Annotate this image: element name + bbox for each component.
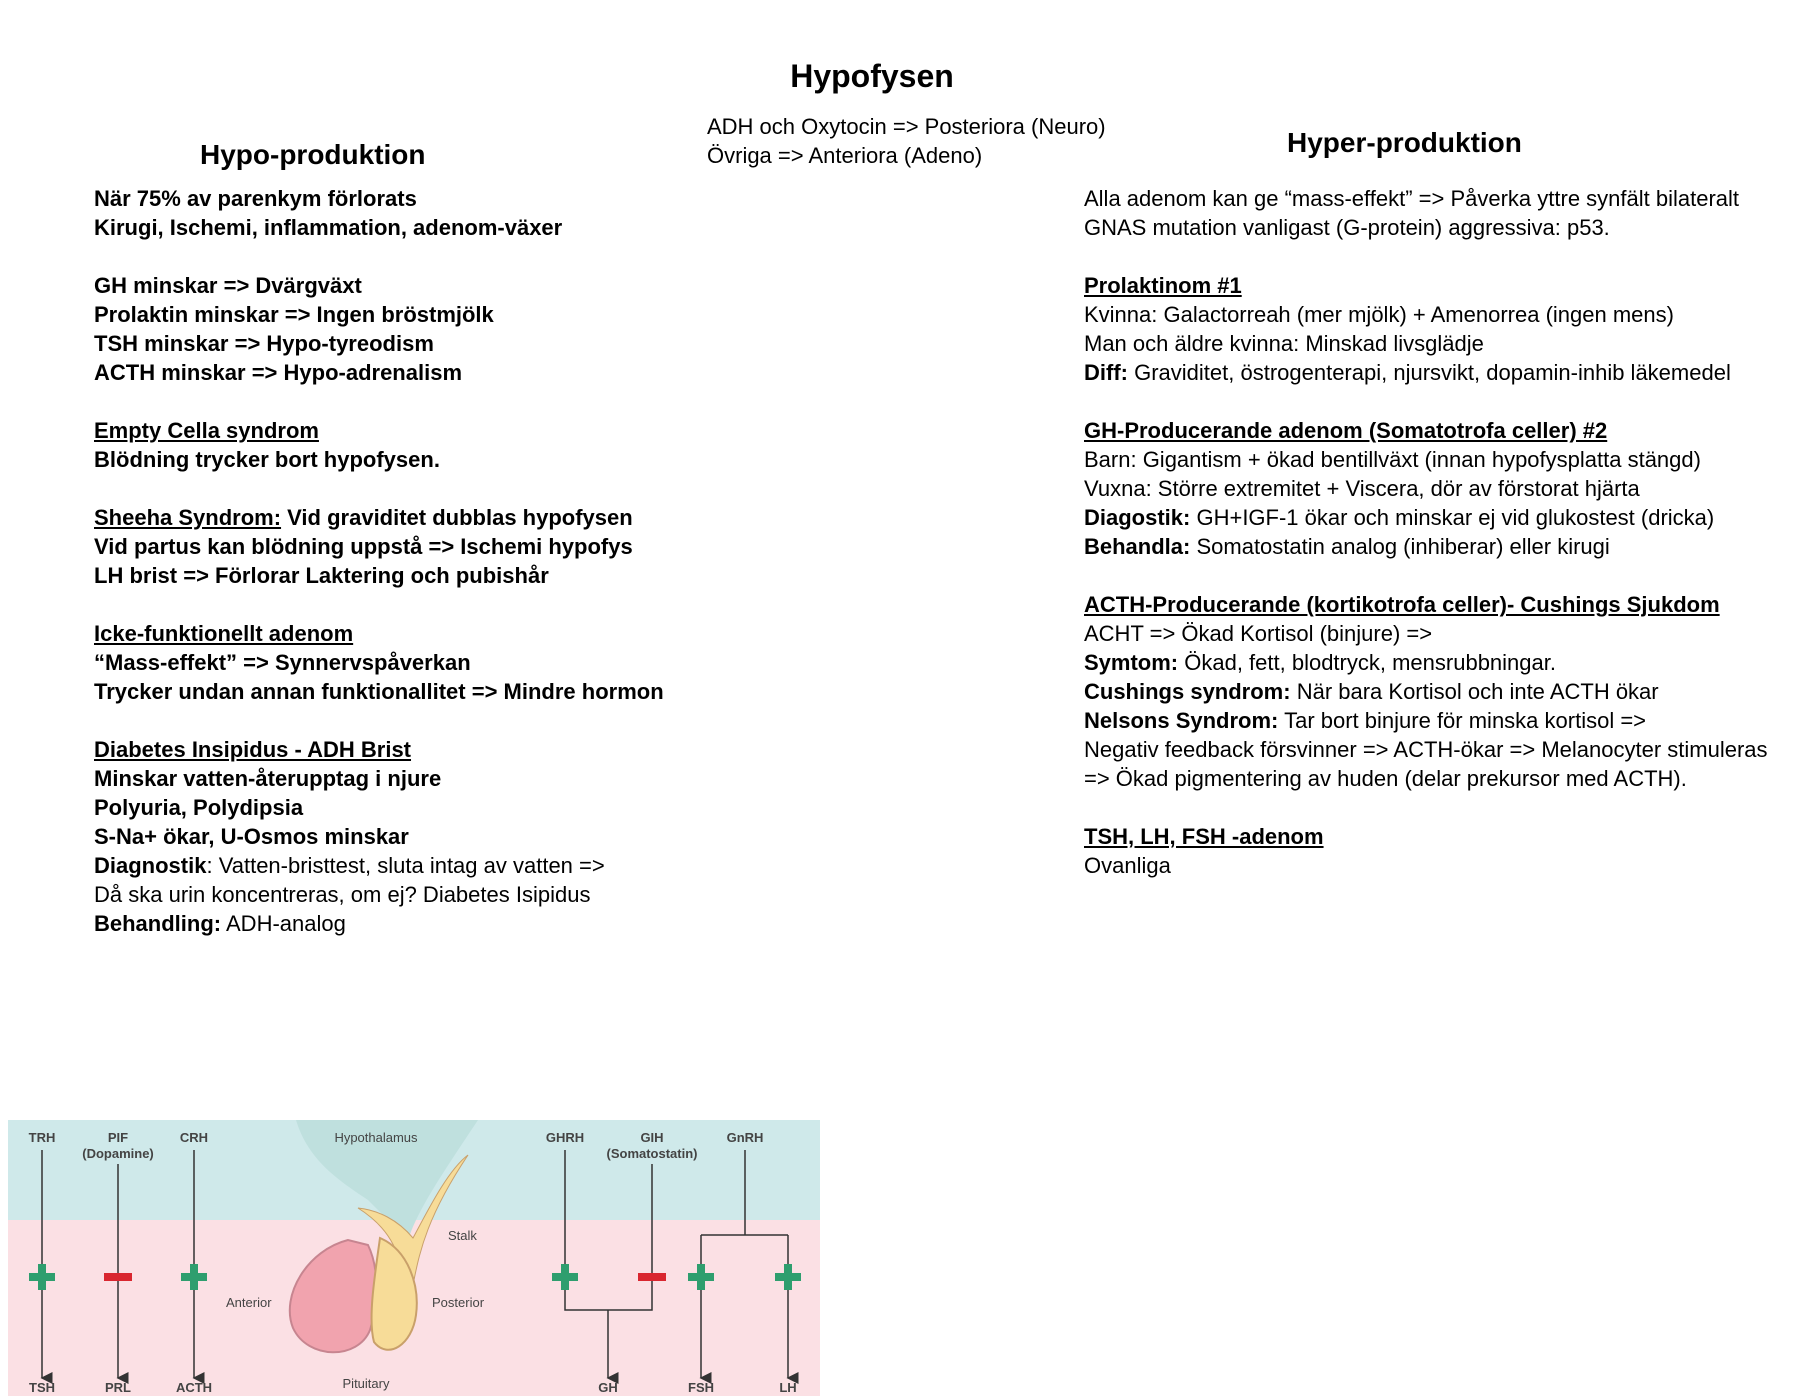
cushing-line [1084, 677, 1796, 706]
gh-line: Vuxna: Större extremitet + Viscera, dör av förstorat hjärta [1084, 476, 1640, 501]
nelson-line [1084, 706, 1796, 735]
sheeha-line [94, 503, 714, 532]
gh-beh-label: Behandla: [1084, 534, 1191, 559]
diabetes-line: Minskar vatten-återupptag i njure [94, 766, 442, 791]
inhibit-icon [104, 1273, 132, 1281]
ghrh-label: GHRH [545, 1130, 585, 1145]
nelson-label: Nelsons Syndrom: [1084, 708, 1279, 733]
prolaktinom-line: Kvinna: Galactorreah (mer mjölk) + Amenorrea (ingen mens) [1084, 302, 1674, 327]
prl-output-label: PRL [105, 1380, 131, 1395]
diagnostik-line [94, 851, 714, 880]
lh-output-label: LH [779, 1380, 797, 1395]
pif-sub-label: (Dopamine) [82, 1146, 154, 1161]
acth-output-label: ACTH [175, 1380, 213, 1395]
hyper-intro-line: Alla adenom kan ge “mass-effekt” => Påverka yttre synfält bilateralt [1084, 186, 1740, 211]
gh-diag-text: GH+IGF-1 ökar och minskar ej vid glukostest (dricka) [1190, 505, 1715, 530]
icke-heading: Icke-funktionellt adenom [94, 621, 354, 646]
acth-heading: ACTH-Producerande (kortikotrofa celler)- Cushings Sjukdom [1084, 592, 1720, 617]
gnrh-label: GnRH [726, 1130, 764, 1145]
hypothalamus-label: Hypothalamus [334, 1130, 418, 1145]
diagnostik-text: : Vatten-bristtest, sluta intag av vatten => [206, 853, 605, 878]
cushing-label: Cushings syndrom: [1084, 679, 1291, 704]
gh-output-label: GH [598, 1380, 618, 1395]
prolaktinom-line: Man och äldre kvinna: Minskad livsglädje [1084, 331, 1484, 356]
fsh-output-label: FSH [688, 1380, 714, 1395]
empty-cella-heading: Empty Cella syndrom [94, 418, 319, 443]
diff-text: Graviditet, östrogenterapi, njursvikt, dopamin-inhib läkemedel [1127, 360, 1731, 385]
diagnostik-label: Diagnostik [94, 853, 207, 878]
tsh-heading: TSH, LH, FSH -adenom [1084, 824, 1324, 849]
diff-label: Diff: [1084, 360, 1128, 385]
icke-line: “Mass-effekt” => Synnervspåverkan [94, 650, 471, 675]
tsh-output-label: TSH [29, 1380, 55, 1395]
prolaktinom-heading: Prolaktinom #1 [1084, 273, 1242, 298]
behandling-text: ADH-analog [221, 911, 346, 936]
diff-line [1084, 358, 1796, 387]
gh-beh-text: Somatostatin analog (inhiberar) eller kirugi [1190, 534, 1610, 559]
diabetes-heading: Diabetes Insipidus - ADH Brist [94, 737, 412, 762]
behandling-line [94, 909, 714, 938]
gh-heading: GH-Producerande adenom (Somatotrofa celler) #2 [1084, 418, 1608, 443]
gh-beh-line [1084, 532, 1796, 561]
page-title: Hypofysen [790, 58, 954, 94]
sheeha-heading-rest: Vid graviditet dubblas hypofysen [281, 505, 633, 530]
posterior-label: Posterior [432, 1295, 485, 1310]
empty-cella-line: Blödning trycker bort hypofysen. [94, 447, 440, 472]
behandling-label: Behandling: [94, 911, 222, 936]
hypo-column [94, 184, 714, 938]
gh-diag-label: Diagostik: [1084, 505, 1191, 530]
cushing-text: När bara Kortisol och inte ACTH ökar [1290, 679, 1659, 704]
lobe-line: Övriga => Anteriora (Adeno) [707, 143, 983, 168]
lobe-line: ADH och Oxytocin => Posteriora (Neuro) [707, 114, 1106, 139]
hypo-intro-line: Kirugi, Ischemi, inflammation, adenom-växer [94, 215, 563, 240]
crh-label: CRH [179, 1130, 209, 1145]
symtom-label: Symtom: [1084, 650, 1179, 675]
hyper-intro-line: GNAS mutation vanligast (G-protein) aggressiva: p53. [1084, 215, 1610, 240]
sheeha-line: Vid partus kan blödning uppstå => Ischemi hypofys [94, 534, 633, 559]
symtom-text: Ökad, fett, blodtryck, mensrubbningar. [1178, 650, 1556, 675]
diabetes-line: Polyuria, Polydipsia [94, 795, 304, 820]
tsh-line: Ovanliga [1084, 853, 1171, 878]
pif-label: PIF [107, 1130, 129, 1145]
acth-cont-line: Negativ feedback försvinner => ACTH-ökar => Melanocyter stimuleras [1084, 737, 1768, 762]
acth-cont-line: => Ökad pigmentering av huden (delar prekursor med ACTH). [1084, 766, 1687, 791]
diabetes-line: S-Na+ ökar, U-Osmos minskar [94, 824, 409, 849]
nelson-text: Tar bort binjure för minska kortisol => [1278, 708, 1647, 733]
hypothalamus-pituitary-diagram [8, 1120, 820, 1396]
hyper-heading: Hyper-produktion [1287, 127, 1522, 158]
hypo-heading: Hypo-produktion [200, 139, 426, 170]
hypo-effect-line: Prolaktin minskar => Ingen bröstmjölk [94, 302, 494, 327]
hypo-effect-line: ACTH minskar => Hypo-adrenalism [94, 360, 463, 385]
diagnostik-cont: Då ska urin koncentreras, om ej? Diabetes Isipidus [94, 882, 591, 907]
gh-line: Barn: Gigantism + ökad bentillväxt (innan hypofysplatta stängd) [1084, 447, 1701, 472]
icke-line: Trycker undan annan funktionallitet => Mindre hormon [94, 679, 664, 704]
pituitary-label: Pituitary [342, 1376, 390, 1391]
stalk-label: Stalk [448, 1228, 477, 1243]
sheeha-line: LH brist => Förlorar Laktering och pubishår [94, 563, 549, 588]
gih-label: GIH [640, 1130, 664, 1145]
hypo-intro-line: När 75% av parenkym förlorats [94, 186, 417, 211]
inhibit-icon [638, 1273, 666, 1281]
acth-line: ACHT => Ökad Kortisol (binjure) => [1084, 621, 1433, 646]
sheeha-heading: Sheeha Syndrom: [94, 505, 282, 530]
anterior-label: Anterior [226, 1295, 272, 1310]
trh-label: TRH [28, 1130, 56, 1145]
gih-sub-label: (Somatostatin) [606, 1146, 698, 1161]
hyper-column [1084, 184, 1796, 880]
symtom-line [1084, 648, 1796, 677]
hypo-effect-line: TSH minskar => Hypo-tyreodism [94, 331, 434, 356]
hypo-effect-line: GH minskar => Dvärgväxt [94, 273, 362, 298]
gh-diag-line [1084, 503, 1796, 532]
lobe-summary [707, 112, 1106, 170]
